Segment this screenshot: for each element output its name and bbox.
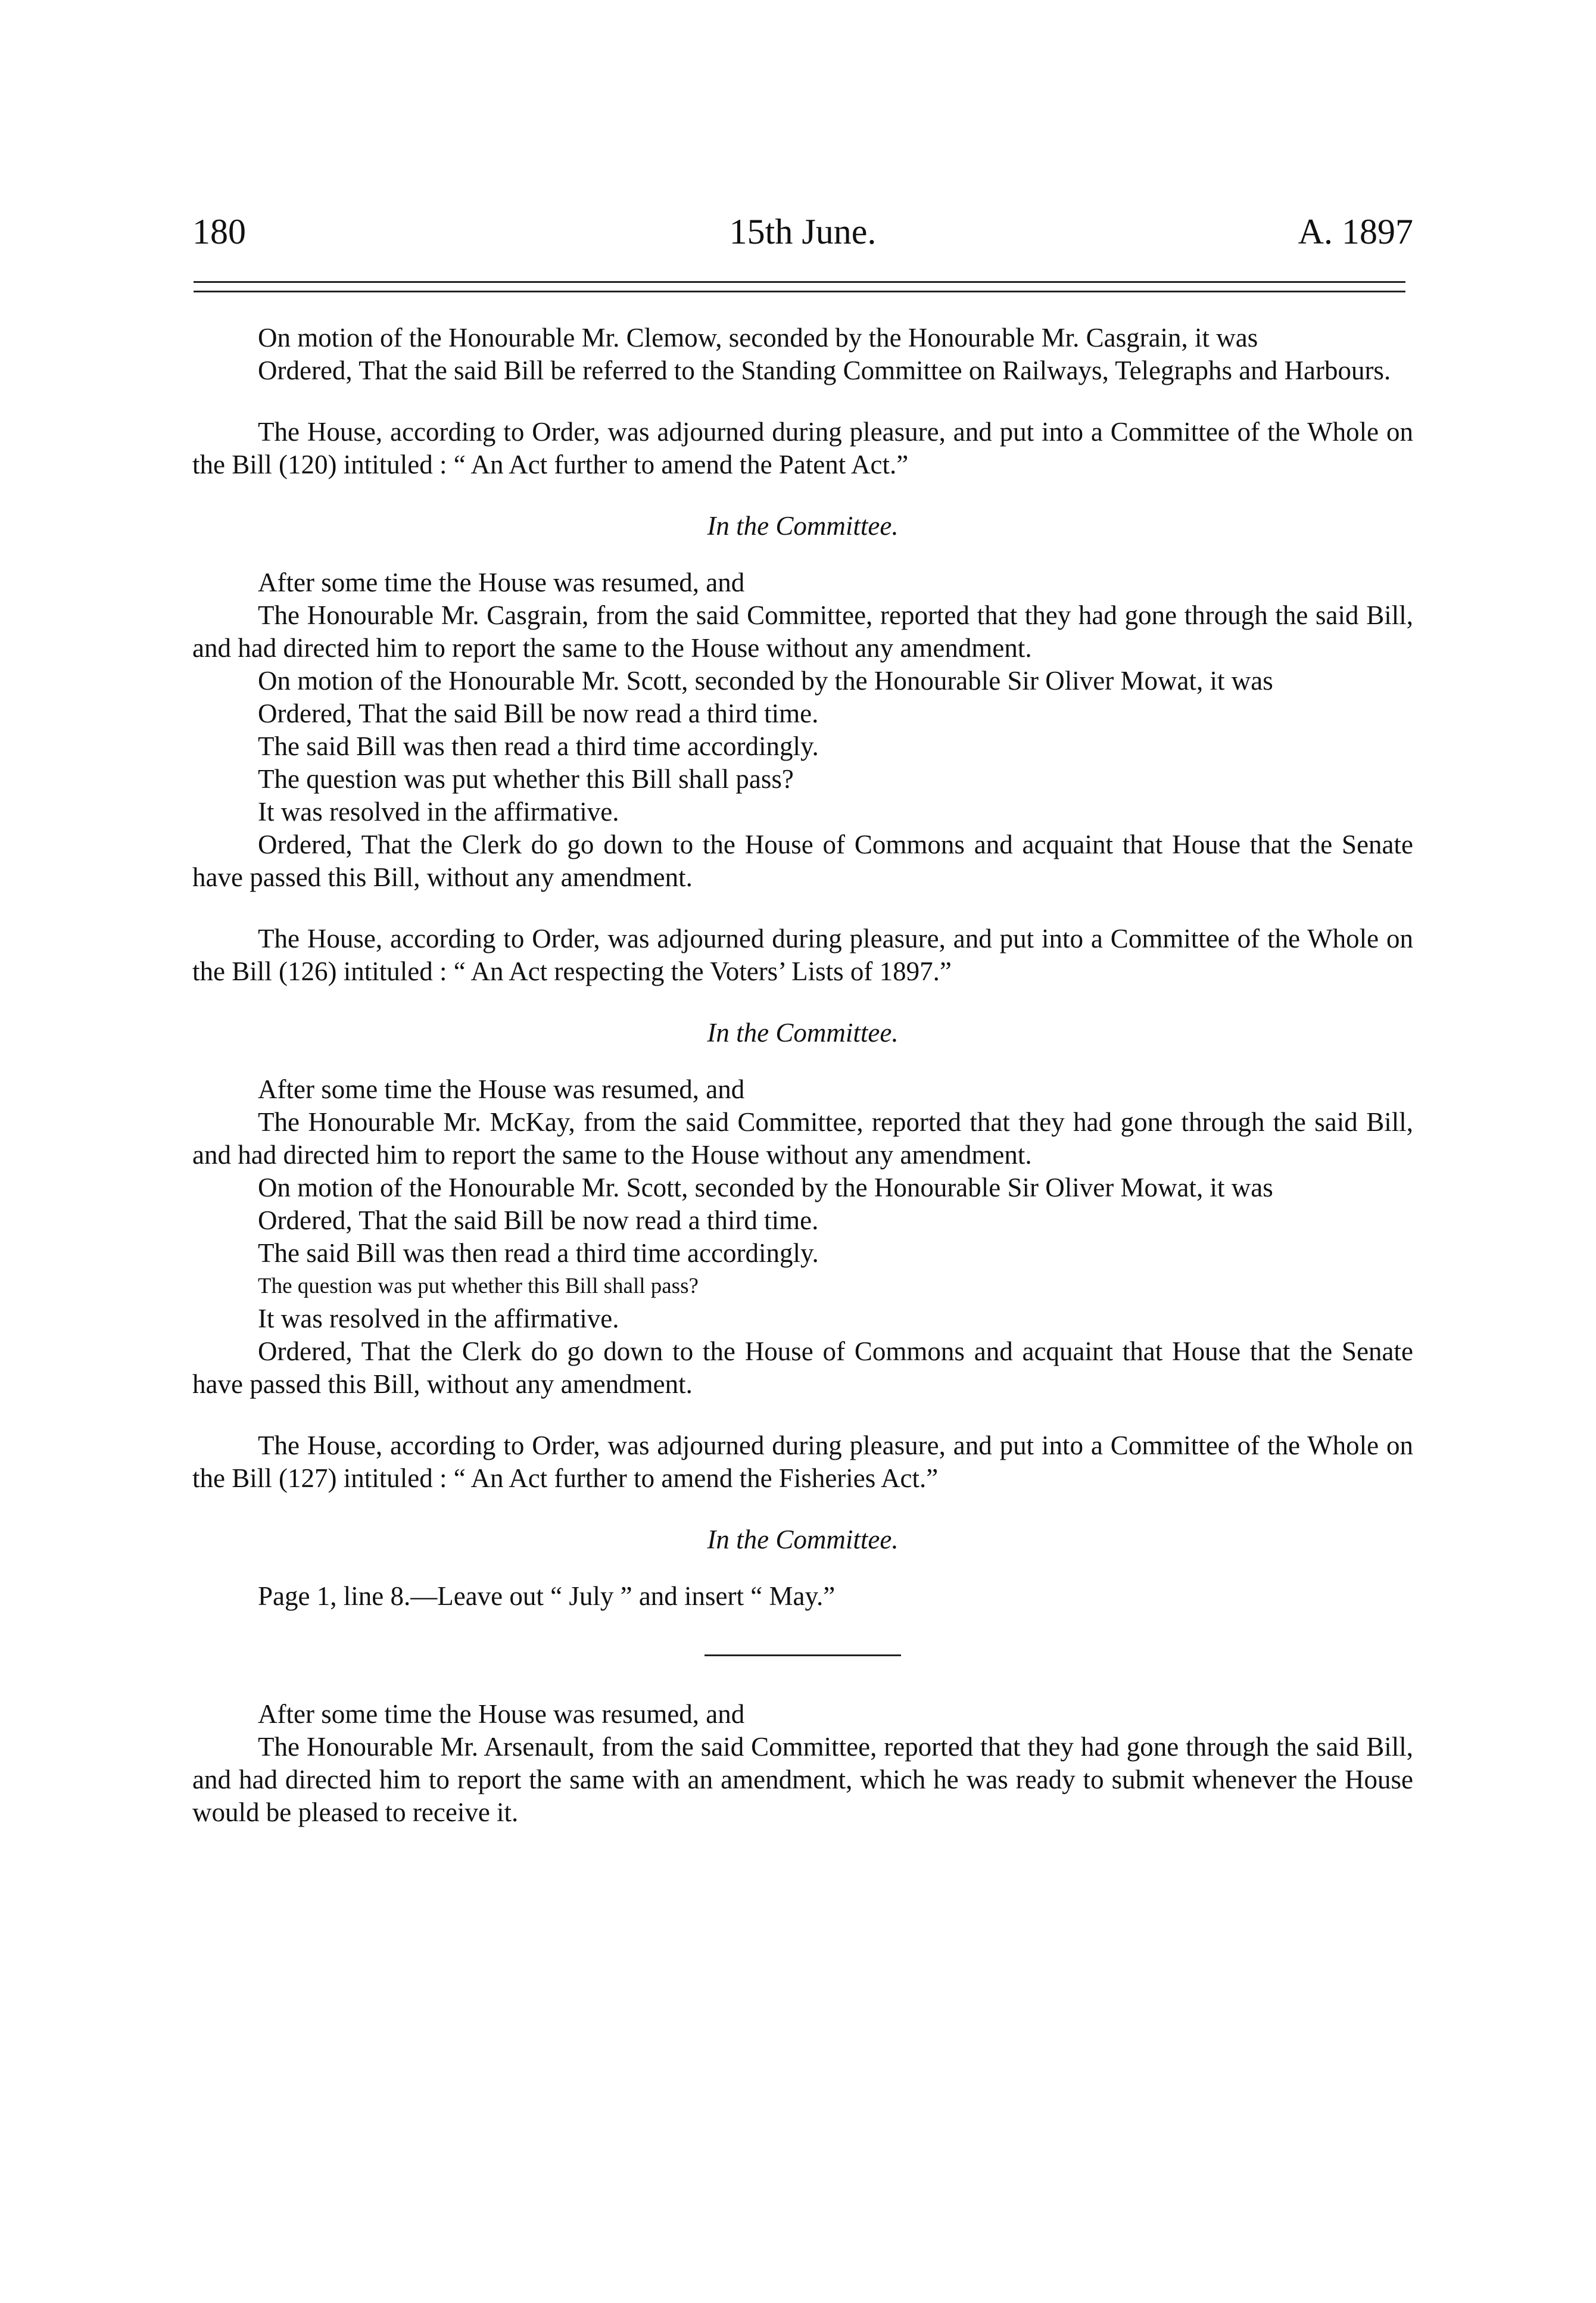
paragraph: Ordered, That the said Bill be now read a third time. [258,699,819,728]
header-rule-bottom [194,291,1405,292]
paragraph: The Honourable Mr. McKay, from the said Committee, reported that they had gone through the said Bill, and had directed him to report the same to the House without any amendment. [192,1107,1413,1170]
paragraph: The question was put whether this Bill shall pass? [258,764,794,794]
paragraph: The said Bill was then read a third time accordingly. [258,1238,819,1268]
page-body [192,322,1413,1829]
page-header [192,211,1413,259]
paragraph: The House, according to Order, was adjourned during pleasure, and put into a Committee of the Whole on the Bill (127) intituled : “ An Act further to amend the Fisheries Act.” [192,1431,1413,1493]
section-heading: In the Committee. [707,1018,899,1048]
section-heading: In the Committee. [707,511,899,541]
section-divider [705,1654,901,1656]
paragraph: It was resolved in the affirmative. [258,797,619,827]
paragraph: On motion of the Honourable Mr. Scott, seconded by the Honourable Sir Oliver Mowat, it was [258,1173,1273,1202]
paragraph: It was resolved in the affirmative. [258,1304,619,1333]
header-rule-top [194,281,1405,283]
paragraph: The question was put whether this Bill shall pass? [258,1274,699,1298]
paragraph: The Honourable Mr. Casgrain, from the said Committee, reported that they had gone through the said Bill, and had directed him to report the same to the House without any amendment. [192,600,1413,663]
paragraph: The House, according to Order, was adjourned during pleasure, and put into a Committee of the Whole on the Bill (120) intituled : “ An Act further to amend the Patent Act.” [192,417,1413,479]
paragraph: Ordered, That the said Bill be referred to the Standing Committee on Railways, Telegraphs and Harbours. [258,356,1391,385]
paragraph: Ordered, That the said Bill be now read a third time. [258,1205,819,1235]
paragraph: The Honourable Mr. Arsenault, from the said Committee, reported that they had gone through the said Bill, and had directed him to report the same with an amendment, which he was ready to submit whenever the House would be pleased to receive it. [192,1732,1413,1827]
paragraph: The said Bill was then read a third time accordingly. [258,731,819,761]
page-number: 180 [192,212,246,251]
paragraph: After some time the House was resumed, and [258,1074,745,1104]
paragraph: The House, according to Order, was adjourned during pleasure, and put into a Committee of the Whole on the Bill (126) intituled : “ An Act respecting the Voters’ Lists of 1897.” [192,924,1413,986]
page-year: A. 1897 [1298,212,1413,251]
paragraph: After some time the House was resumed, and [258,1699,745,1729]
paragraph: On motion of the Honourable Mr. Clemow, seconded by the Honourable Mr. Casgrain, it was [258,323,1258,353]
paragraph: Ordered, That the Clerk do go down to the House of Commons and acquaint that House that the Senate have passed this Bill, without any amendment. [192,1336,1413,1399]
page-date: 15th June. [729,212,877,251]
amendment-line: Page 1, line 8.—Leave out “ July ” and insert “ May.” [258,1581,836,1611]
section-heading: In the Committee. [707,1525,899,1554]
paragraph: Ordered, That the Clerk do go down to the House of Commons and acquaint that House that the Senate have passed this Bill, without any amendment. [192,830,1413,892]
paragraph: On motion of the Honourable Mr. Scott, seconded by the Honourable Sir Oliver Mowat, it was [258,666,1273,696]
paragraph: After some time the House was resumed, and [258,568,745,597]
